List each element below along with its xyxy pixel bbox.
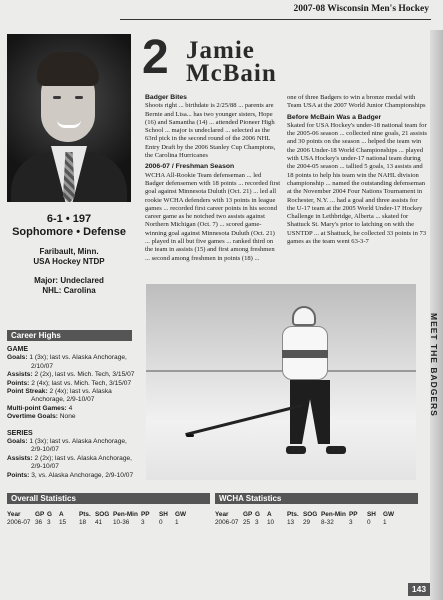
career-high-row: Goals: 1 (3x); last vs. Alaska Anchorage, (7, 438, 127, 446)
hometown: Faribault, Minn. (39, 247, 99, 256)
career-high-row: Assists: 2 (2x), last vs. Mich. Tech, 3/15/07 (7, 371, 135, 379)
bio-column-2 (287, 94, 427, 249)
page-number: 143 (408, 583, 430, 596)
jersey-number: 2 (142, 31, 169, 84)
section-side-tab: MEET THE BADGERS (429, 313, 439, 417)
table-header-row: Year GP G A Pts. SOG Pen-Min PP SH GW (215, 511, 395, 518)
career-high-row: Overtime Goals: None (7, 413, 76, 421)
table-row: 2006-07 25 3 10 13 29 8-32 3 0 1 (215, 519, 387, 526)
career-high-row: Goals: 1 (3x); last vs. Alaska Anchorage, (7, 354, 127, 362)
previous-team: USA Hockey NTDP (33, 257, 105, 266)
header-title: 2007-08 Wisconsin Men's Hockey (293, 4, 429, 14)
page-header (0, 0, 443, 20)
table-row: 2006-07 36 3 15 18 41 10-36 3 0 1 (7, 519, 179, 526)
draft-team: NHL: Carolina (42, 286, 96, 295)
career-highs: GAME Goals: 1 (3x); last vs. Alaska Anchorage, 2/10/07 Assists: 2 (2x), last vs. Mich. Tech, 3/15/07 Points: 2 (4x); last vs. Mich. Tech, 3/15/07 Point Streak: 2 (4x); last vs. Alaska Anchorage, 2/9-10/07 Multi-point Games: 4 Overtime Goals: None SERIES Goals: 1 (3x); last vs. Alaska Anchorage, 2/9-10/07 Assists: 2 (2x); last vs. Alaska Anchorage, 2/9-10/07 Points: 3, vs. Alaska Anchorage, 2/9-10/07 (7, 346, 145, 480)
bio-text: one of three Badgers to win a bronze medal with Team USA at the 2007 World Junior Championships (287, 94, 426, 110)
action-photo (146, 284, 416, 480)
career-high-row: Multi-point Games: 4 (7, 404, 73, 412)
table-header-row: Year GP G A Pts. SOG Pen-Min PP SH GW (7, 511, 187, 518)
bio-heading: Badger Bites (145, 94, 187, 101)
bio-heading: Before McBain Was a Badger (287, 113, 382, 121)
overall-stats-table (7, 511, 188, 527)
bio-column-1 (145, 94, 281, 266)
wcha-stats-table (215, 511, 396, 527)
career-high-row: Assists: 2 (2x); last vs. Alaska Anchorage, (7, 454, 132, 462)
bio-heading: 2006-07 / Freshman Season (145, 163, 235, 171)
header-rule (120, 19, 431, 20)
player-headshot (7, 34, 131, 202)
player-last-name: McBain (186, 60, 277, 87)
bio-text: Skated for USA Hockey's under-18 national team for the 2005-06 season ... collected nine goals, 21 assists and 30 points on the season ... helped the team win the 2006 Under-18 World Championships ... played with USA Hockey's under-17 national team during the 2004-05 season ... tallied 5 goals, 13 assists and 18 points to help his team win the NAHL division championship ... named the outstanding defenseman at the November 2004 Four Nations Tournament in Rochester, N.Y. ... had a goal and three assists for the U-17 team at the 2005 World Under-17 Hockey Challenge in Lethbridge, Alberta ... skated for Shattuck St. Mary's prior to latching on with the USNTDP ... at Shattuck, he collected 33 points in 73 games as the team went 63-3-7 (287, 121, 427, 246)
career-high-row: Points: 3, vs. Alaska Anchorage, 2/9-10/07 (7, 471, 134, 479)
class-position: Sophomore • Defense (12, 226, 126, 238)
game-label: GAME (7, 346, 28, 353)
major: Major: Undeclared (34, 276, 104, 285)
bio-text: WCHA All-Rookie Team defenseman ... led Badger defensemen with 18 points ... recorded first goal against Minnesota Duluth (Oct. 21) ... led all rookie WCHA defenders with 13 points in league games ... recorded first career points in his second career game as he notched two assists against Northern Michigan (Oct. 7) ... scored game-winning goal against Minnesota Duluth (Oct. 21) ... played in all but five games ... ranked third on the team in assists (15) and first among freshmen ... second among freshmen in points (18) ... (145, 171, 281, 262)
hometown-block (7, 247, 131, 267)
player-first-name: Jamie (186, 37, 255, 64)
major-block (7, 276, 131, 296)
bio-text: Shoots right ... birthdate is 2/25/88 ... parents are Bernie and Lisa... has two younger sisters, Hope (16) and Samantha (14) ... attended Pioneer High School ... major is undeclared ... selected as the 63rd pick in the second round of the 2006 NHL Entry Draft by the 2006 Stanley Cup Champions, the Carolina Hurricanes (145, 102, 276, 160)
series-label: SERIES (7, 429, 33, 437)
height-weight: 6-1 • 197 (46, 213, 92, 225)
career-high-row: Points: 2 (4x); last vs. Mich. Tech, 3/15/07 (7, 379, 132, 387)
overall-stats-title: Overall Statistics (7, 493, 210, 504)
wcha-stats-title: WCHA Statistics (215, 493, 418, 504)
career-highs-title: Career Highs (7, 330, 132, 341)
career-high-row: Point Streak: 2 (4x); last vs. Alaska (7, 388, 112, 396)
